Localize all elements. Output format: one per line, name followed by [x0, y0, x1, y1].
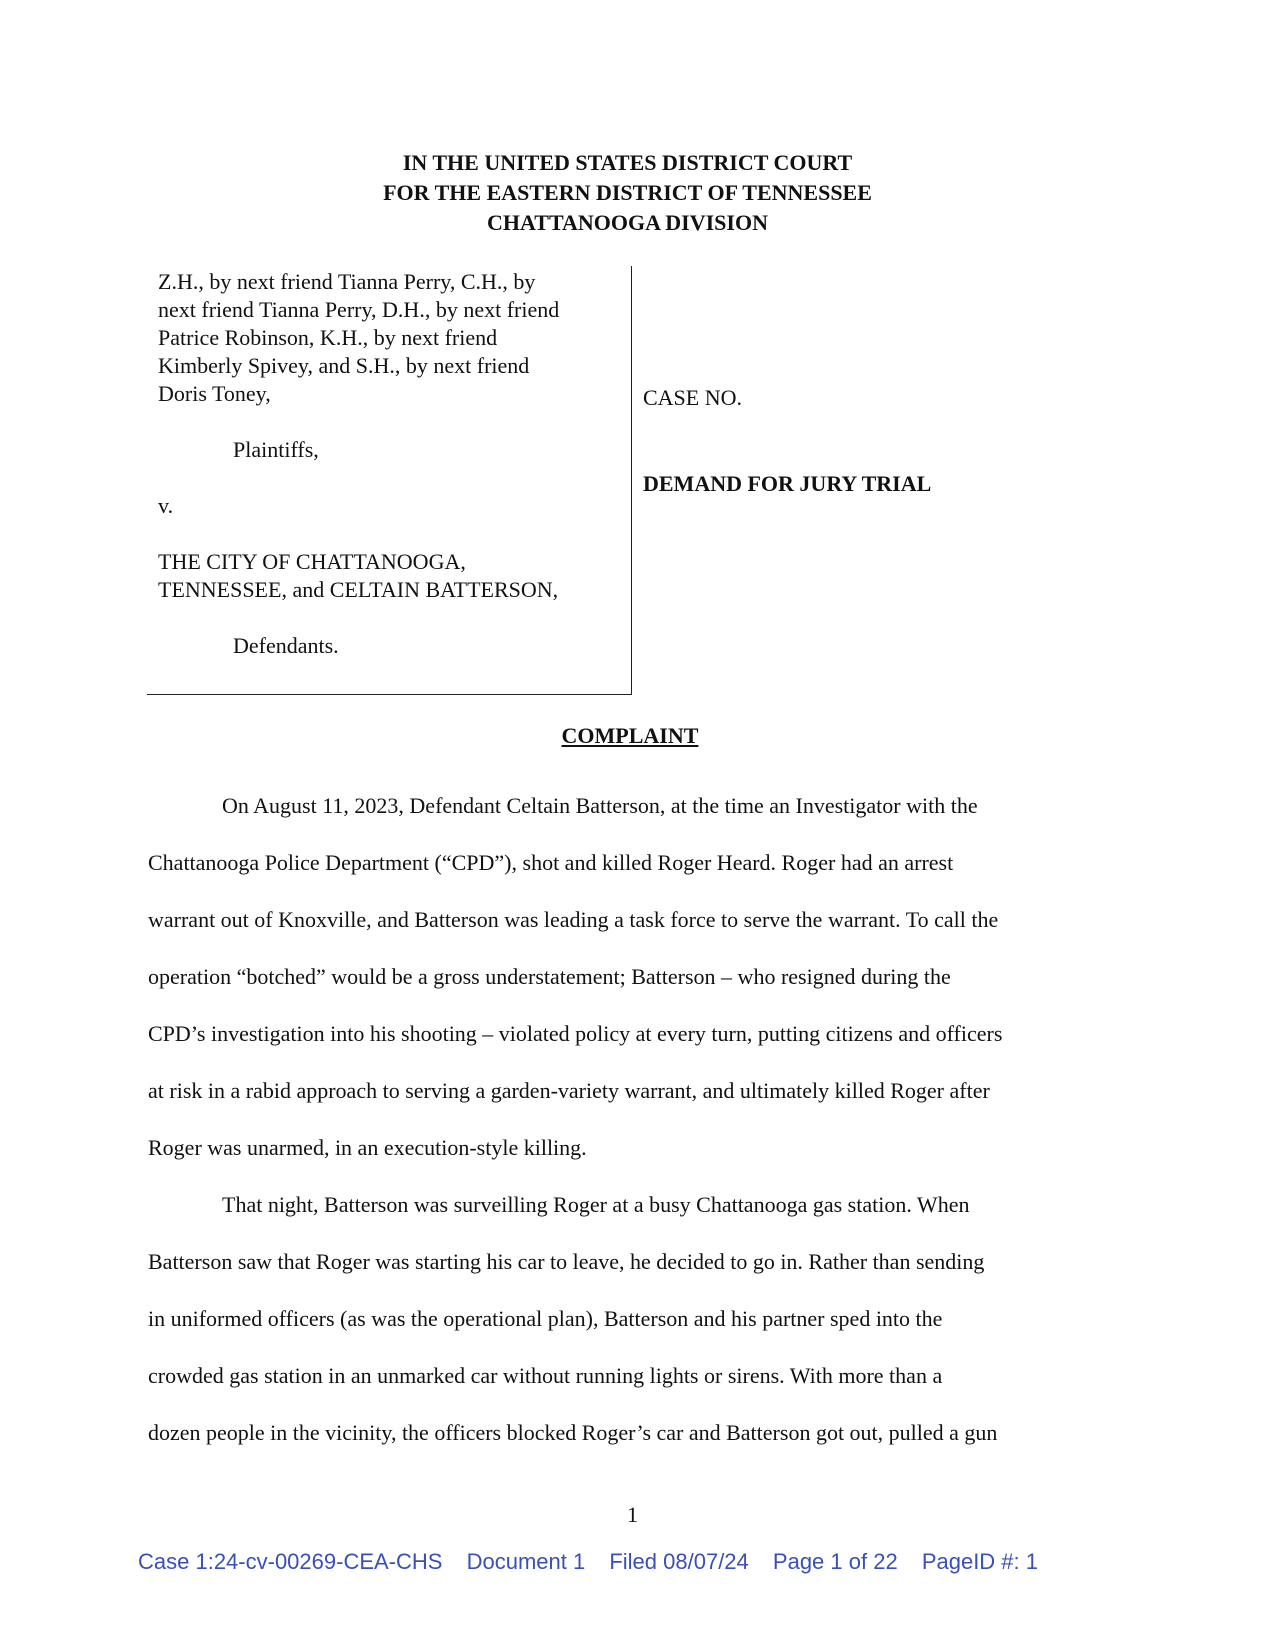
caption-line: TENNESSEE, and CELTAIN BATTERSON,	[158, 577, 559, 602]
document-title-text: COMPLAINT	[561, 723, 699, 748]
ecf-footer	[138, 1549, 1056, 1575]
case-caption	[158, 268, 628, 660]
court-header-line: IN THE UNITED STATES DISTRICT COURT	[402, 150, 853, 175]
caption-line: Patrice Robinson, K.H., by next friend	[158, 325, 498, 350]
body-line: at risk in a rabid approach to serving a garden-variety warrant, and ultimately killed Roger after	[148, 1078, 990, 1103]
body-line: Chattanooga Police Department (“CPD”), shot and killed Roger Heard. Roger had an arrest	[148, 850, 954, 875]
footer-page-id: PageID #: 1	[921, 1549, 1038, 1574]
body-line: dozen people in the vicinity, the officers blocked Roger’s car and Batterson got out, pulled a gun	[148, 1420, 998, 1445]
caption-divider	[631, 266, 632, 694]
body-line: Roger was unarmed, in an execution-style killing.	[148, 1135, 587, 1160]
footer-page-count: Page 1 of 22	[772, 1549, 898, 1574]
plaintiffs-names	[158, 268, 628, 408]
versus-label: v.	[158, 493, 174, 518]
caption-bottom-rule	[147, 694, 632, 695]
court-header-line: FOR THE EASTERN DISTRICT OF TENNESSEE	[383, 180, 872, 205]
complaint-body	[148, 777, 1118, 1461]
footer-case-number: Case 1:24-cv-00269-CEA-CHS	[138, 1549, 443, 1574]
document-title	[0, 723, 1265, 749]
caption-line: next friend Tianna Perry, D.H., by next friend	[158, 297, 560, 322]
caption-line: Doris Toney,	[158, 381, 271, 406]
defendants-label: Defendants.	[233, 633, 339, 658]
caption-line: Z.H., by next friend Tianna Perry, C.H., by	[158, 269, 536, 294]
body-line: crowded gas station in an unmarked car without running lights or sirens. With more than a	[148, 1363, 943, 1388]
body-line: warrant out of Knoxville, and Batterson was leading a task force to serve the warrant. To call the	[148, 907, 999, 932]
body-line: CPD’s investigation into his shooting – violated policy at every turn, putting citizens and officers	[148, 1021, 1003, 1046]
body-line: That night, Batterson was surveilling Roger at a busy Chattanooga gas station. When	[222, 1192, 970, 1217]
court-header-line: CHATTANOOGA DIVISION	[487, 210, 768, 235]
footer-document: Document 1	[466, 1549, 586, 1574]
page-number: 1	[627, 1502, 638, 1527]
plaintiffs-label: Plaintiffs,	[233, 437, 319, 462]
jury-demand: DEMAND FOR JURY TRIAL	[643, 471, 932, 496]
caption-line: Kimberly Spivey, and S.H., by next friend	[158, 353, 530, 378]
body-line: in uniformed officers (as was the operational plan), Batterson and his partner sped into the	[148, 1306, 943, 1331]
body-line: Batterson saw that Roger was starting his car to leave, he decided to go in. Rather than sending	[148, 1249, 985, 1274]
caption-line: THE CITY OF CHATTANOOGA,	[158, 549, 466, 574]
footer-filed-date: Filed 08/07/24	[609, 1549, 749, 1574]
court-header	[0, 148, 1265, 238]
case-number-label: CASE NO.	[643, 385, 743, 410]
body-line: operation “botched” would be a gross understatement; Batterson – who resigned during the	[148, 964, 951, 989]
body-line: On August 11, 2023, Defendant Celtain Batterson, at the time an Investigator with the	[222, 793, 978, 818]
defendants-names	[158, 548, 628, 604]
